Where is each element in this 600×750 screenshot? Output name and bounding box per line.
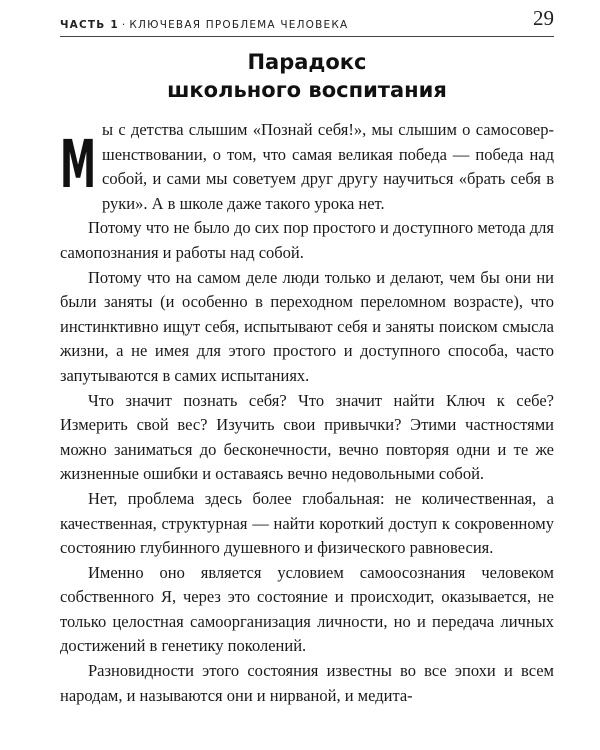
paragraph-1-text: ы с детства слышим «Познай себя!», мы слышим о самосовершенствовании, о том, что самая великая победа — победа над собой, и сами мы советуем друг другу научиться «брать себя в руки». А в школе даже такого урока нет. [102, 120, 554, 213]
paragraph-3: Потому что на самом деле люди только и делают, чем бы они ни были заняты (и особенно в переходном переломном возрасте), что инстинктивно ищут себя, испытывают себя и заняты поиском смысла жизни, а не имея для этого простого и доступного способа, часто запутываются в самих испытаниях. [60, 267, 554, 385]
running-header [60, 8, 554, 37]
chapter-title-line-2: школьного воспитания [167, 78, 447, 102]
paragraph-5: Нет, проблема здесь более глобальная: не количественная, а качественная, структурная — найти короткий доступ к сокровенному состоянию глубинного душевного и физического равновесия. [60, 488, 554, 558]
paragraph-2: Потому что не было до сих пор простого и доступного метода для самопознания и работы над собой. [60, 218, 554, 262]
section-label: КЛЮЧЕВАЯ ПРОБЛЕМА ЧЕЛОВЕКА [129, 19, 349, 31]
header-separator: · [121, 19, 127, 31]
paragraph-7: Разновидности этого состояния известны во все эпохи и всем народам, и называются они и нирваной, и медита- [60, 661, 554, 705]
chapter-title [60, 48, 554, 104]
body-text [60, 118, 554, 708]
chapter-title-line-1: Парадокс [247, 50, 367, 74]
paragraph-1 [60, 118, 554, 216]
part-label: ЧАСТЬ 1 [60, 19, 119, 31]
page-number: 29 [533, 6, 554, 30]
running-title [60, 19, 348, 31]
paragraph-6: Именно оно является условием самоосознания человеком собственного Я, через это состояние и происходит, оказывается, не только целостная самоорганизация личности, но и передача личных достижений в генетику поколений. [60, 562, 554, 656]
drop-cap: М [60, 126, 97, 203]
paragraph-4: Что значит познать себя? Что значит найти Ключ к себе? Измерить свой вес? Изучить свои привычки? Этими частностями можно заниматься до бесконечности, вечно повторяя одни и те же жизненные ошибки и оставаясь вечно недовольными собой. [60, 390, 554, 484]
